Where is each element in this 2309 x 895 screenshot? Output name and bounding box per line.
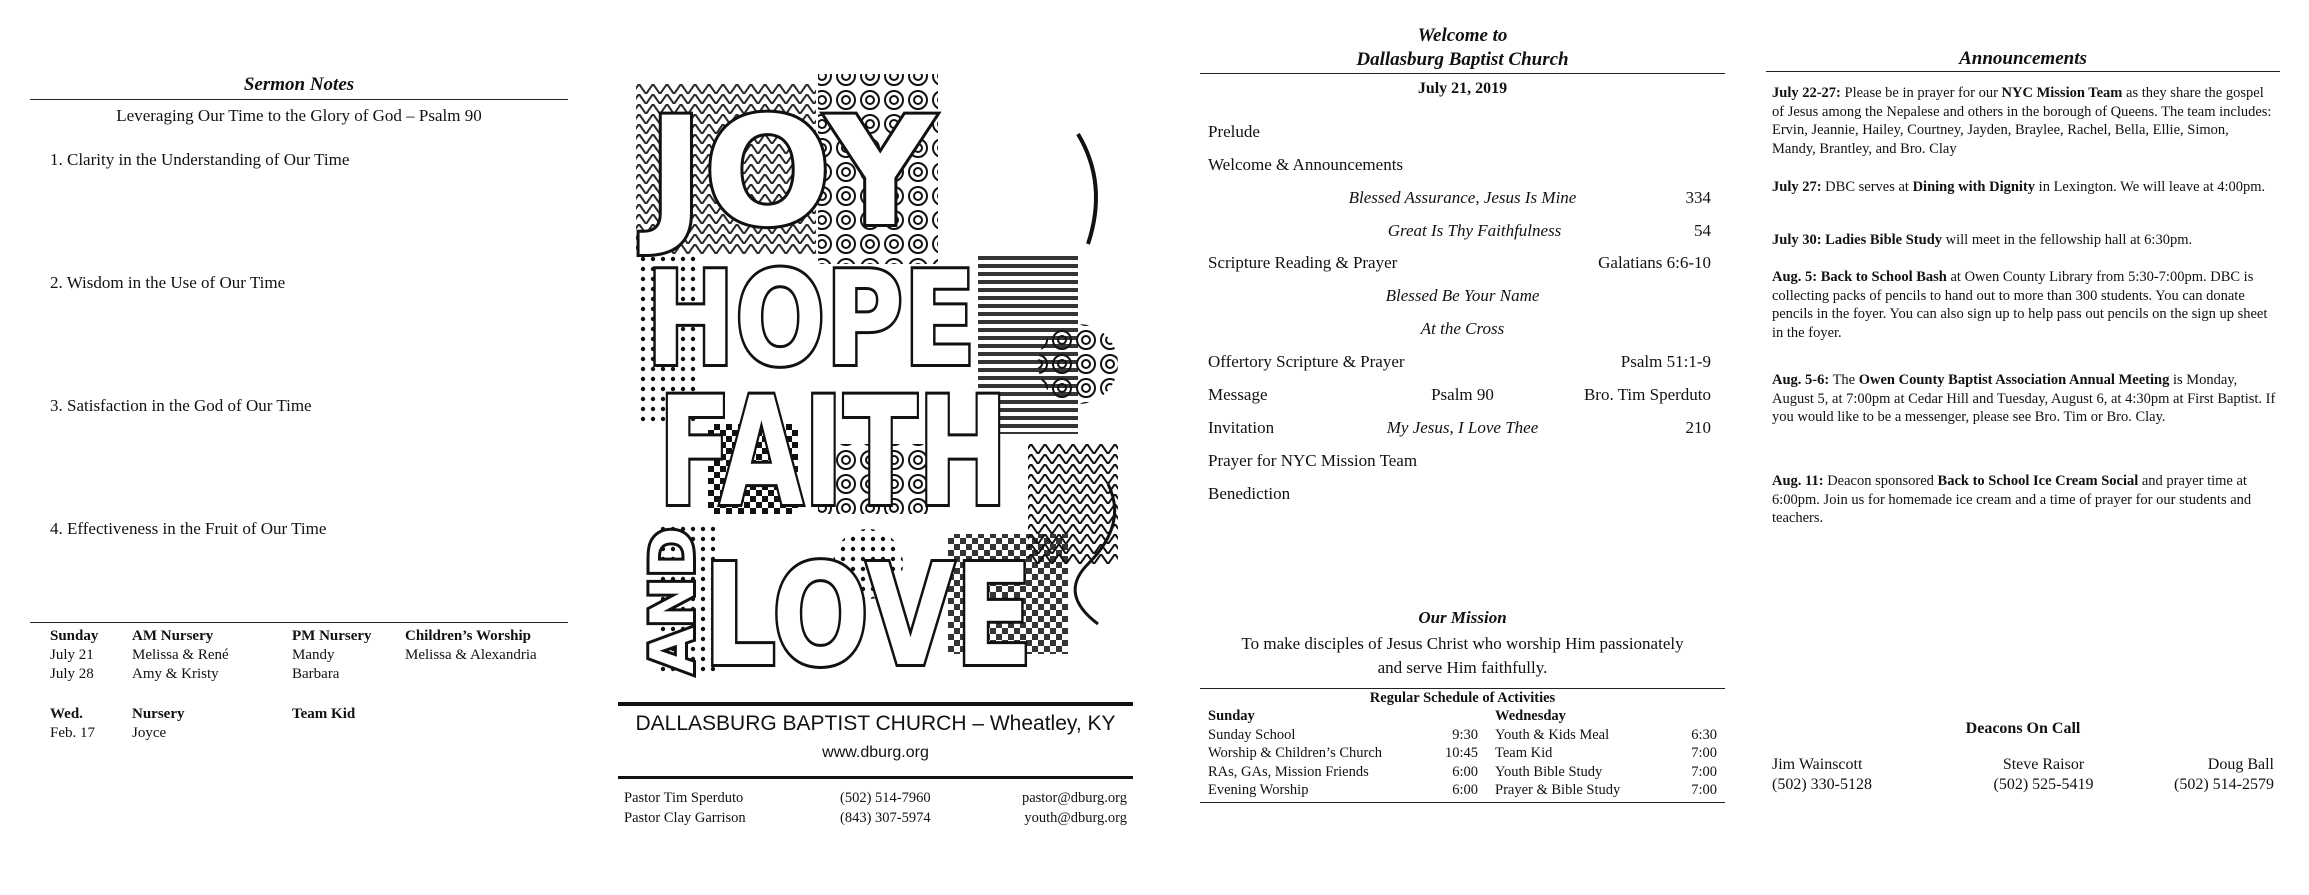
service-item [1200,253,1725,275]
activity-name: Sunday School [1208,726,1296,743]
schedule-sunday-label: Sunday [1208,708,1255,724]
activity-name: Team Kid [1495,745,1553,761]
welcome-heading [1200,24,1725,72]
schedule-row [1208,763,1478,782]
hymn-title: At the Cross [1420,319,1505,338]
welcome-church: Dallasburg Baptist Church [1356,49,1569,70]
deacon-phone: (502) 514-2579 [2174,776,2274,793]
service-item [1200,484,1725,506]
announcement-text: and prayer time at 6:00pm. Join us for homemade ice cream and a time of prayer for our students and teachers. [1772,473,2252,527]
nursery-pm-col [292,627,372,684]
activity-name: Youth & Kids Meal [1495,726,1610,743]
nursery-wed-nursery-col [132,705,185,743]
service-item-label: Offertory Scripture & Prayer [1208,352,1405,371]
service-item [1200,122,1725,144]
announcement-highlight: Back to School Ice Cream Social [1937,473,2139,489]
nursery-cw-name: Melissa & Alexandria [405,647,537,663]
announcement-text: DBC serves at [1821,179,1913,195]
announcement-highlight: Owen County Baptist Association Annual Meeting [1858,372,2170,388]
contact-name: Pastor Clay Garrison [624,810,746,826]
sermon-subtitle: Leveraging Our Time to the Glory of God – Psalm 90 [116,106,482,125]
nursery-team-kid-label: Team Kid [292,706,356,722]
announcement-date: Aug. 5: [1772,269,1818,285]
nursery-am-label: AM Nursery [132,628,214,644]
deacons-title: Deacons On Call [1965,720,2081,737]
announcement-item [1772,371,2276,427]
nursery-cw-col [405,627,537,665]
hymn-number: 210 [1685,418,1711,437]
nursery-am-name: Melissa & René [132,647,229,663]
announcement-date: Aug. 5-6: [1772,372,1830,388]
art-word-and: AND [638,527,708,674]
announcement-date: July 22-27: [1772,85,1841,101]
activity-time: 9:30 [1452,726,1478,743]
schedule-row [1495,726,1717,745]
announcement-text: at Owen County Library from 5:30-7:00pm. DBC is collecting packs of pencils to hand out to more than 300 students. You can donate pencils in the foyer. You can also sign up to help pass out pencils on the sign up sheet in the foyer. [1772,269,2268,341]
nursery-cw-label: Children’s Worship [405,628,532,644]
service-item-label: Prelude [1208,122,1260,141]
announcement-text: is Monday, August 5, at 7:00pm at Cedar Hill and Tuesday, August 6, at 4:30pm at First Baptist. If you would like to be a messenger, please see Bro. Tim or Bro. Clay. [1772,372,2276,426]
mission-statement: To make disciples of Jesus Christ who worship Him passionately and serve Him faithfully. [1241,634,1684,677]
hymn-number: 334 [1685,188,1711,207]
nursery-wed-nursery-name: Joyce [132,725,167,741]
service-item-label: Message [1208,385,1268,404]
divider [1200,73,1725,74]
cover-panel [618,0,1133,895]
service-item [1200,451,1725,473]
church-name: DALLASBURG BAPTIST CHURCH – Wheatley, KY [635,712,1116,735]
nursery-sunday-label: Sunday [50,628,99,644]
joy-hope-faith-love-artwork [618,64,1133,694]
announcement-highlight: Dining with Dignity [1912,179,2036,195]
announcement-text: The [1829,372,1859,388]
service-item-label: Welcome & Announcements [1208,155,1404,174]
announcements-title: Announcements [1959,48,2087,69]
nursery-wed-label: Wed. [50,706,83,722]
contact-email[interactable]: youth@dburg.org [1024,810,1127,826]
deacon-phone: (502) 330-5128 [1772,776,1872,793]
nursery-date: July 21 [50,647,94,663]
art-word-hope: HOPE [646,243,976,395]
nursery-pm-label: PM Nursery [292,628,372,644]
activity-time: 10:45 [1444,745,1478,761]
announcement-item [1772,268,2276,342]
announcement-text: Deacon sponsored [1823,473,1938,489]
schedule-row [1208,744,1478,763]
contact-email[interactable]: pastor@dburg.org [1021,790,1127,806]
service-item [1200,155,1725,177]
sermon-point: 3. Satisfaction in the God of Our Time [50,396,312,415]
divider [618,776,1133,779]
announcement-highlight: Ladies Bible Study [1821,232,1943,248]
schedule-title: Regular Schedule of Activities [1369,690,1556,706]
activity-time: 7:00 [1691,782,1717,798]
service-item [1200,319,1725,341]
deacon-name: Steve Raisor [2002,756,2085,773]
divider [30,99,568,100]
activity-name: Worship & Children’s Church [1208,745,1383,761]
hymn-number: 54 [1694,221,1711,240]
activity-time: 6:30 [1691,726,1717,743]
schedule-row [1208,781,1478,800]
nursery-am-name: Amy & Kristy [132,666,219,682]
nursery-wed-nursery-label: Nursery [132,706,185,722]
sermon-point: 1. Clarity in the Understanding of Our Time [50,150,350,169]
announcement-item [1772,472,2276,528]
schedule-row [1495,744,1717,763]
schedule-sunday [1208,707,1478,800]
service-item [1200,352,1725,374]
announcement-item [1772,231,2276,250]
welcome-line: Welcome to [1417,25,1508,46]
art-word-love: LOVE [703,535,1033,694]
activity-time: 7:00 [1691,745,1717,761]
nursery-date: July 28 [50,666,94,682]
divider [1200,802,1725,803]
service-item [1200,418,1725,440]
church-website[interactable]: www.dburg.org [822,744,929,761]
announcement-text: will meet in the fellowship hall at 6:30pm. [1942,232,2193,248]
order-of-service-panel [1200,0,1725,895]
deacon-name: Doug Ball [2207,756,2274,773]
announcements-panel [1766,0,2280,895]
divider [1200,688,1725,689]
announcement-date: Aug. 11: [1772,473,1824,489]
nursery-team-kid-col [292,705,355,724]
divider [30,622,568,623]
hymn-title: Great Is Thy Faithfulness [1387,221,1562,240]
sermon-point: 4. Effectiveness in the Fruit of Our Time [50,519,327,538]
nursery-pm-name: Barbara [292,666,340,682]
deacon-entry [1976,755,2111,795]
announcement-item [1772,178,2276,197]
announcement-date: July 27: [1772,179,1822,195]
divider [1766,71,2280,72]
activity-name: Prayer & Bible Study [1495,782,1621,798]
announcement-highlight: NYC Mission Team [2001,85,2123,101]
service-item [1200,286,1725,308]
announcement-date: July 30: [1772,232,1822,248]
deacon-entry [2174,755,2274,795]
contact-phone: (502) 514-7960 [840,790,931,806]
service-item [1200,188,1725,210]
nursery-wed-col [50,705,95,743]
service-item-label: Invitation [1208,418,1275,437]
message-text: Psalm 90 [1431,385,1494,404]
service-item [1200,385,1725,407]
service-item-label: Scripture Reading & Prayer [1208,253,1398,272]
contact-phone: (843) 307-5974 [840,810,931,826]
service-date: July 21, 2019 [1417,80,1508,97]
hymn-title: Blessed Be Your Name [1385,286,1540,305]
deacon-phone: (502) 525-5419 [1993,776,2094,793]
hymn-title: Blessed Assurance, Jesus Is Mine [1348,188,1577,207]
nursery-am-col [132,627,229,684]
hymn-title: My Jesus, I Love Thee [1386,418,1539,437]
schedule-wednesday-label: Wednesday [1495,708,1566,724]
activity-name: RAs, GAs, Mission Friends [1208,763,1369,780]
nursery-sunday-col [50,627,98,684]
speaker: Bro. Tim Sperduto [1583,385,1711,404]
schedule-row [1208,726,1478,745]
schedule-wednesday [1495,707,1717,800]
activity-time: 7:00 [1691,763,1717,780]
activity-name: Youth Bible Study [1495,763,1603,780]
service-item-label: Benediction [1208,484,1291,503]
schedule-row [1495,781,1717,800]
announcement-text: Please be in prayer for our [1840,85,2002,101]
nursery-pm-name: Mandy [292,647,335,663]
art-word-joy: JOY [648,86,935,260]
schedule-row [1495,763,1717,782]
deacon-name: Jim Wainscott [1772,756,1863,773]
announcement-highlight: Back to School Bash [1817,269,1947,285]
scripture-ref: Psalm 51:1-9 [1620,352,1711,371]
sermon-point: 2. Wisdom in the Use of Our Time [50,273,286,292]
sermon-notes-title: Sermon Notes [243,74,355,95]
announcement-item [1772,84,2276,158]
nursery-wed-date: Feb. 17 [50,725,95,741]
scripture-ref: Galatians 6:6-10 [1598,253,1711,272]
divider [618,702,1133,706]
activity-time: 6:00 [1452,763,1478,780]
service-item-label: Prayer for NYC Mission Team [1208,451,1418,470]
activity-name: Evening Worship [1208,782,1309,798]
announcement-text: as they share the gospel of Jesus among the Nepalese and others in the borough of Queens. The team includes: Ervin, Jeannie, Hailey, Courtney, Jayden, Braylee, Rachel, Bella, Ellie, Simon, Mandy, Brantley, and Bro. Clay [1772,85,2272,157]
announcement-text: in Lexington. We will leave at 4:00pm. [2035,179,2266,195]
activity-time: 6:00 [1452,782,1478,798]
mission-title: Our Mission [1418,608,1507,627]
art-word-faith: FAITH [658,366,1008,540]
deacon-entry [1772,755,1872,795]
service-item [1200,221,1725,243]
sermon-notes-panel [30,0,568,895]
contact-name: Pastor Tim Sperduto [624,790,744,806]
